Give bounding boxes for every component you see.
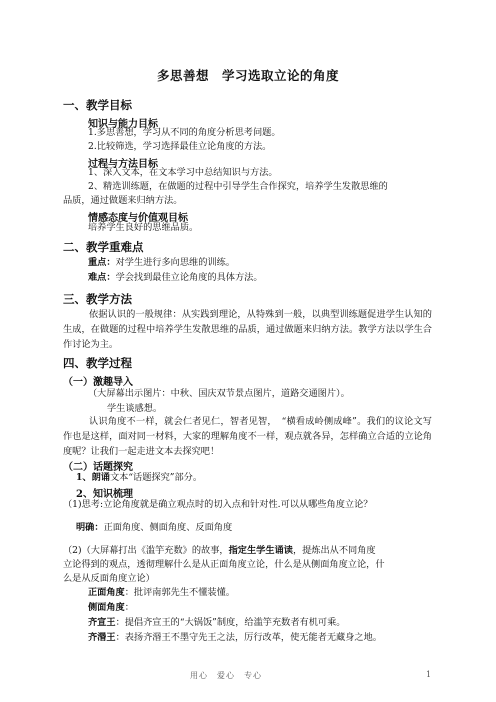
difficulty-label: 难点： (88, 272, 116, 283)
king-min-text: ：表扬齐湣王不墨守先王之法，厉行改革，使无能者无藏身之地。 (115, 632, 382, 643)
intro-paragraph: 认识角度不一样，就会仁者见仁，智者见智， “横看成岭侧成峰”。我们的议论文写作也是这样，面对同一材料，大家的理解角度不一样，观点就各异，怎样确立合适的立论角度呢？让我们一起走进文本去探究吧！ (63, 416, 432, 457)
answer-text: 正面角度、侧面角度、反面角度 (103, 522, 233, 533)
section-heading-key-points: 二、教学重难点 (63, 240, 144, 254)
text-line: 2、精选训练题，在做题的过程中引导学生合作探究，培养学生发散思维的 (88, 181, 388, 192)
text-line: 立论得到的观点，透彻理解什么是从正面角度立论，什么是从侧面角度立论，什 (63, 559, 385, 570)
king-xuan-label: 齐宣王 (88, 617, 116, 628)
key-label: 重点： (88, 257, 116, 268)
king-min-label: 齐湣王 (88, 632, 116, 643)
question-text: ，提炼出从不同角度 (292, 545, 376, 556)
question-line (63, 544, 376, 558)
answer-line (76, 521, 232, 535)
king-xuan-line (88, 616, 345, 630)
text-line: 1、深入文本，在文本学习中总结知识与方法。 (88, 167, 278, 178)
page-number: 1 (426, 670, 432, 679)
king-xuan-text: ：提倡齐宣王的“大锅饭”制度，给滥竽充数者有机可乘。 (115, 617, 346, 628)
key-text: 对学生进行多向思维的训练。 (115, 257, 235, 268)
front-angle-text: ：批评南郭先生不懂装懂。 (124, 587, 235, 598)
text-line: 1.多思善想，学习从不同的角度分析思考问题。 (88, 127, 281, 138)
question-emphasis: 指定生学生诵读 (228, 545, 293, 556)
section-heading-objectives: 一、教学目标 (63, 98, 132, 112)
section-heading-process: 四、教学过程 (63, 356, 132, 370)
side-angle-text: ： (124, 602, 134, 613)
text-line: 培养学生良好的思维品质。 (88, 222, 199, 233)
key-point-line (88, 256, 235, 270)
subheading-intro: （一）激趣导入 (63, 377, 133, 388)
subheading-knowledge-review: 2、知识梳理 (76, 489, 133, 500)
section-heading-methods: 三、教学方法 (63, 292, 132, 306)
difficulty-text: 学会找到最佳立论角度的具体方法。 (115, 272, 263, 283)
subheading-process: 过程与方法目标 (88, 159, 158, 170)
question-line: （1)思考:立论角度就是确立观点时的切入点和针对性.可以从哪些角度立论？ (63, 499, 373, 510)
methods-paragraph: 依据认识的一般规律：从实践到理论，从特殊到一般，以典型训练题促进学生认知的生成，在做题的过程中培养学生发散思维的品质，通过做题来归纳方法。教学方法以学生合作讨论为主。 (63, 309, 432, 350)
text-line: 2.比较筛选，学习选择最佳立论角度的方法。 (88, 141, 272, 152)
side-angle-label: 侧面角度 (88, 602, 125, 613)
question-text: （2)（大屏幕打出《滥竽充数》的故事， (63, 545, 229, 556)
page-title: 多思善想 学习选取立论的角度 (156, 68, 339, 83)
answer-label: 明确： (76, 522, 104, 533)
text-line: 品质，通过做题来归纳方法。 (63, 195, 183, 206)
reading-text: 文本“话题探究”部分。 (109, 472, 203, 483)
reading-label: 1、朗诵 (76, 472, 110, 483)
text-line: 么是从反面角度立论） (63, 573, 155, 584)
text-line: 学生谈感想。 (107, 403, 163, 414)
difficulty-line (88, 271, 263, 285)
reading-line (76, 471, 202, 485)
page-footer: 用心 爱心 专心 (190, 671, 262, 680)
subheading-attitude: 情感态度与价值观目标 (88, 213, 188, 224)
subheading-knowledge: 知识与能力目标 (88, 119, 158, 130)
king-min-line (88, 631, 382, 645)
front-angle-line (88, 586, 235, 600)
subheading-topic-inquiry: （二）话题探究 (63, 462, 133, 473)
side-angle-line (88, 601, 134, 615)
text-line: （大屏幕出示图片：中秋、国庆双节景点图片，道路交通图片）。 (88, 388, 350, 399)
front-angle-label: 正面角度 (88, 587, 125, 598)
